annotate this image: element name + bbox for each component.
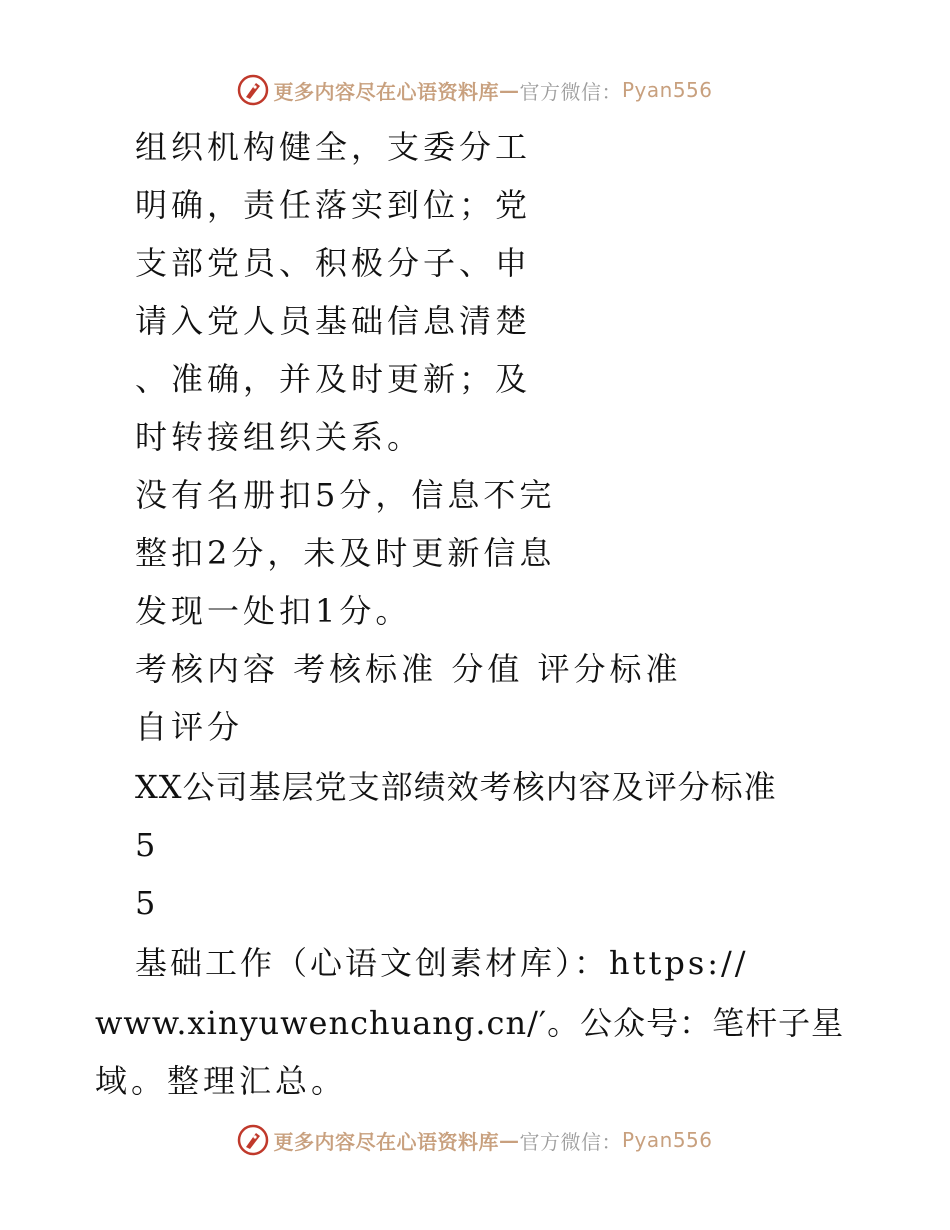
text-line: 请入党人员基础信息清楚 [135,302,532,340]
text-line: 组织机构健全，支委分工 [135,128,532,166]
text-line: 整扣2分，未及时更新信息 [135,534,556,572]
watermark-main-text: 更多内容尽在心语资料库 [273,1129,499,1154]
text-line: 没有名册扣5分，信息不完 [135,476,556,514]
text-line: 基础工作（心语文创素材库）：https:// [135,944,749,982]
table-header-line: 考核内容 考核标准 分值 评分标准 [135,650,682,688]
watermark-separator: — [498,78,520,102]
text-line: 明确，责任落实到位；党 [135,186,532,224]
score-value: 5 [135,826,160,864]
watermark-wechat-id: Pyan556 [621,78,713,102]
text-line: 、准确，并及时更新；及 [135,360,532,398]
pen-nib-logo-icon [237,1124,269,1156]
header-watermark [0,70,950,110]
watermark-official-label: 官方微信： [519,1129,622,1154]
text-line: 域。整理汇总。 [95,1062,348,1100]
watermark-separator: — [498,1128,520,1152]
score-value: 5 [135,884,160,922]
text-line: 发现一处扣1分。 [135,592,412,630]
document-title: XX公司基层党支部绩效考核内容及评分标准 [135,768,777,806]
text-line: 时转接组织关系。 [135,418,424,456]
text-line: 支部党员、积极分子、申 [135,244,532,282]
pen-nib-logo-icon [237,74,269,106]
watermark-official-label: 官方微信： [519,79,622,104]
watermark-main-text: 更多内容尽在心语资料库 [273,79,499,104]
text-line: www.xinyuwenchuang.cn/′。公众号：笔杆子星 [95,1004,845,1042]
text-line: 自评分 [135,708,244,746]
footer-watermark [0,1120,950,1160]
watermark-wechat-id: Pyan556 [621,1128,713,1152]
